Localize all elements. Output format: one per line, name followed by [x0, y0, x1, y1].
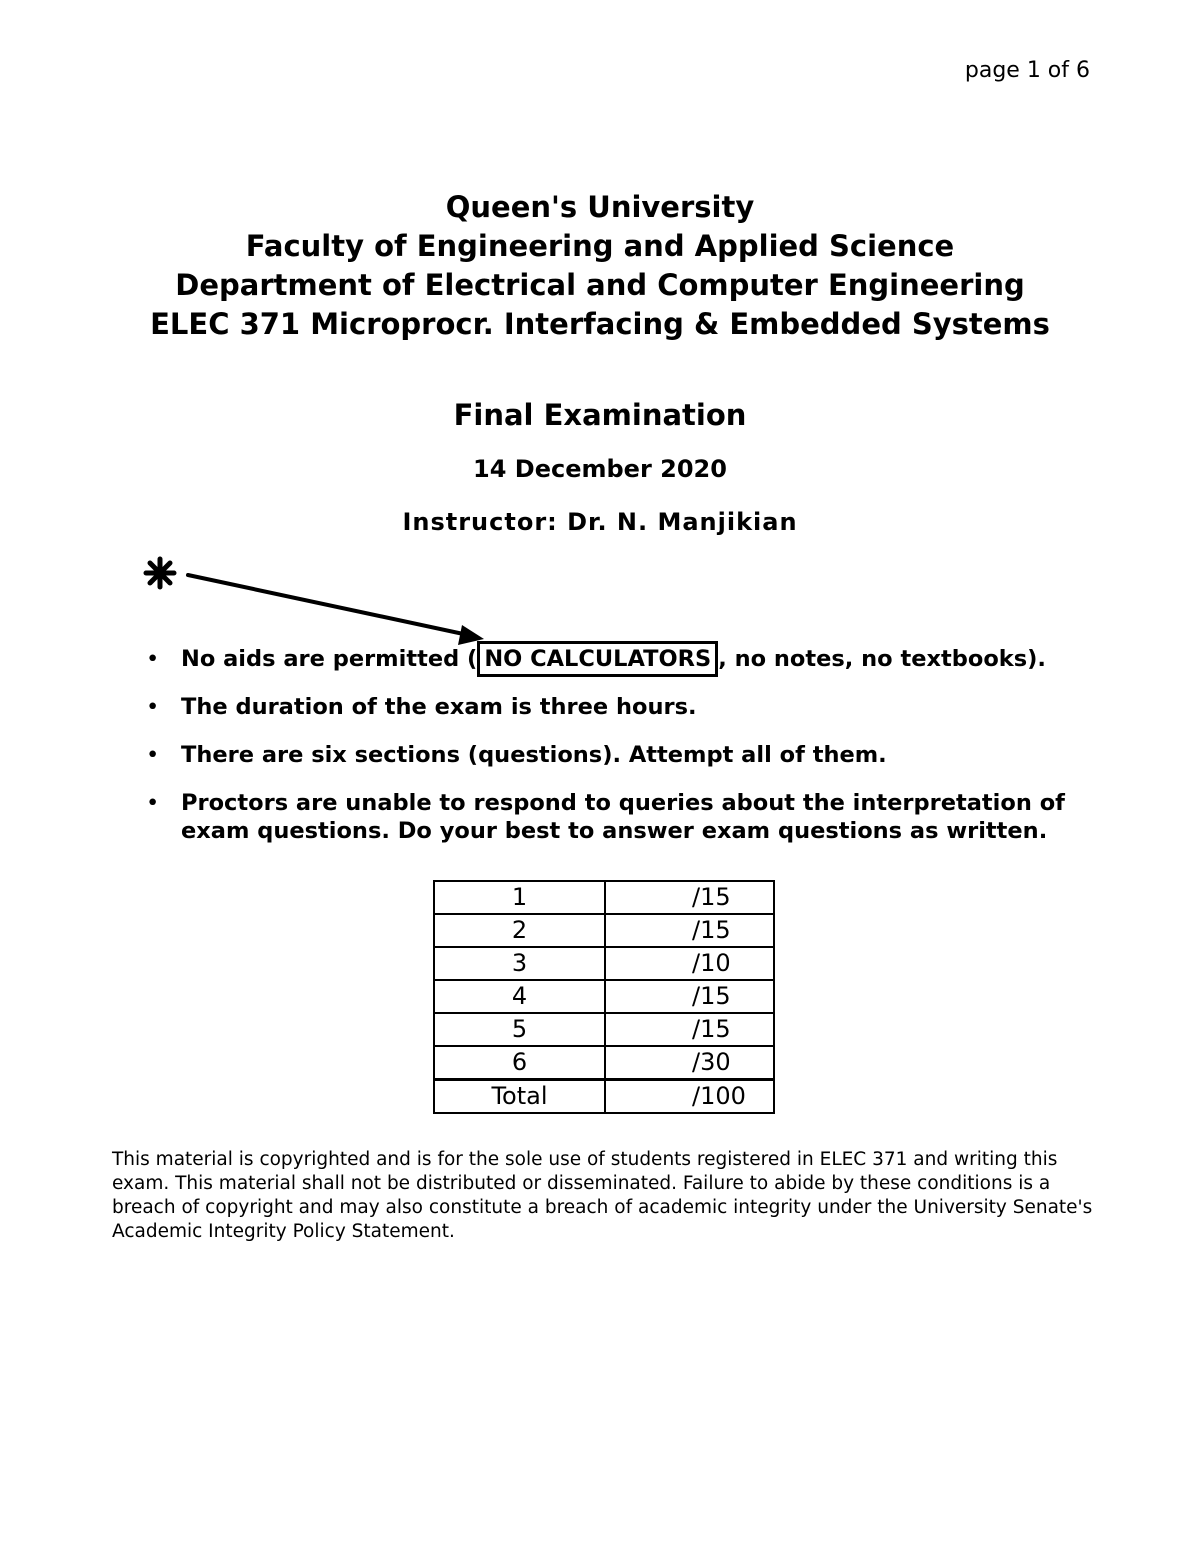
bullet-icon: • [146, 646, 160, 672]
arrow-line [188, 575, 468, 635]
question-max-marks: /15 [605, 1013, 774, 1046]
question-max-marks: /10 [605, 947, 774, 980]
marks-table [433, 880, 775, 1114]
asterisk-arrow-annotation [140, 555, 500, 650]
rule-aids-text: No aids are permitted ( [181, 646, 478, 672]
table-row [434, 1013, 774, 1046]
question-max-marks: /30 [605, 1046, 774, 1080]
question-number: 5 [434, 1013, 605, 1046]
exam-rules-list [140, 645, 1110, 865]
course-title: ELEC 371 Microprocr. Interfacing & Embedded Systems [150, 307, 1050, 341]
question-number: 4 [434, 980, 605, 1013]
page-number: page 1 of 6 [964, 58, 1090, 83]
rule-sections-text: There are six sections (questions). Attempt all of them. [181, 742, 887, 768]
bullet-icon: • [146, 742, 160, 768]
exam-title: Final Examination [453, 398, 747, 432]
total-label: Total [434, 1080, 605, 1114]
question-max-marks: /15 [605, 914, 774, 947]
faculty-name: Faculty of Engineering and Applied Science [245, 229, 955, 263]
table-row [434, 914, 774, 947]
bullet-icon: • [146, 694, 160, 720]
university-name: Queen's University [445, 190, 755, 224]
exam-instructor: Instructor: Dr. N. Manjikian [402, 508, 798, 536]
copyright-notice: This material is copyrighted and is for the sole use of students registered in ELEC 371 and writing this exam. This material shall not be distributed or disseminated. Failure to abide by these conditions is a breach of copyright and may also constitute a breach of academic integrity under the University Senate's Academic Integrity Policy Statement. [112, 1149, 1093, 1242]
asterisk-icon [146, 559, 174, 587]
total-max-marks: /100 [605, 1080, 774, 1114]
total-row [434, 1080, 774, 1114]
table-row [434, 1046, 774, 1080]
no-calculators-box: NO CALCULATORS [477, 641, 718, 677]
question-max-marks: /15 [605, 881, 774, 914]
rule-duration [140, 693, 1110, 721]
question-max-marks: /15 [605, 980, 774, 1013]
bullet-icon: • [146, 790, 160, 816]
table-row [434, 980, 774, 1013]
question-number: 1 [434, 881, 605, 914]
rule-aids [140, 645, 1110, 673]
exam-header [0, 188, 1200, 344]
table-row [434, 947, 774, 980]
question-number: 2 [434, 914, 605, 947]
question-number: 3 [434, 947, 605, 980]
handwritten-annotation [140, 555, 500, 654]
question-number: 6 [434, 1046, 605, 1080]
table-row [434, 881, 774, 914]
rule-duration-text: The duration of the exam is three hours. [181, 694, 697, 720]
rule-proctors [140, 789, 1110, 845]
department-name: Department of Electrical and Computer Engineering [175, 268, 1025, 302]
rule-aids-text-end: , no notes, no textbooks). [718, 646, 1046, 672]
rule-proctors-text: Proctors are unable to respond to queries about the interpretation of exam questions. Do your best to answer exam questions as written. [181, 790, 1065, 844]
rule-sections [140, 741, 1110, 769]
exam-date: 14 December 2020 [473, 455, 727, 483]
